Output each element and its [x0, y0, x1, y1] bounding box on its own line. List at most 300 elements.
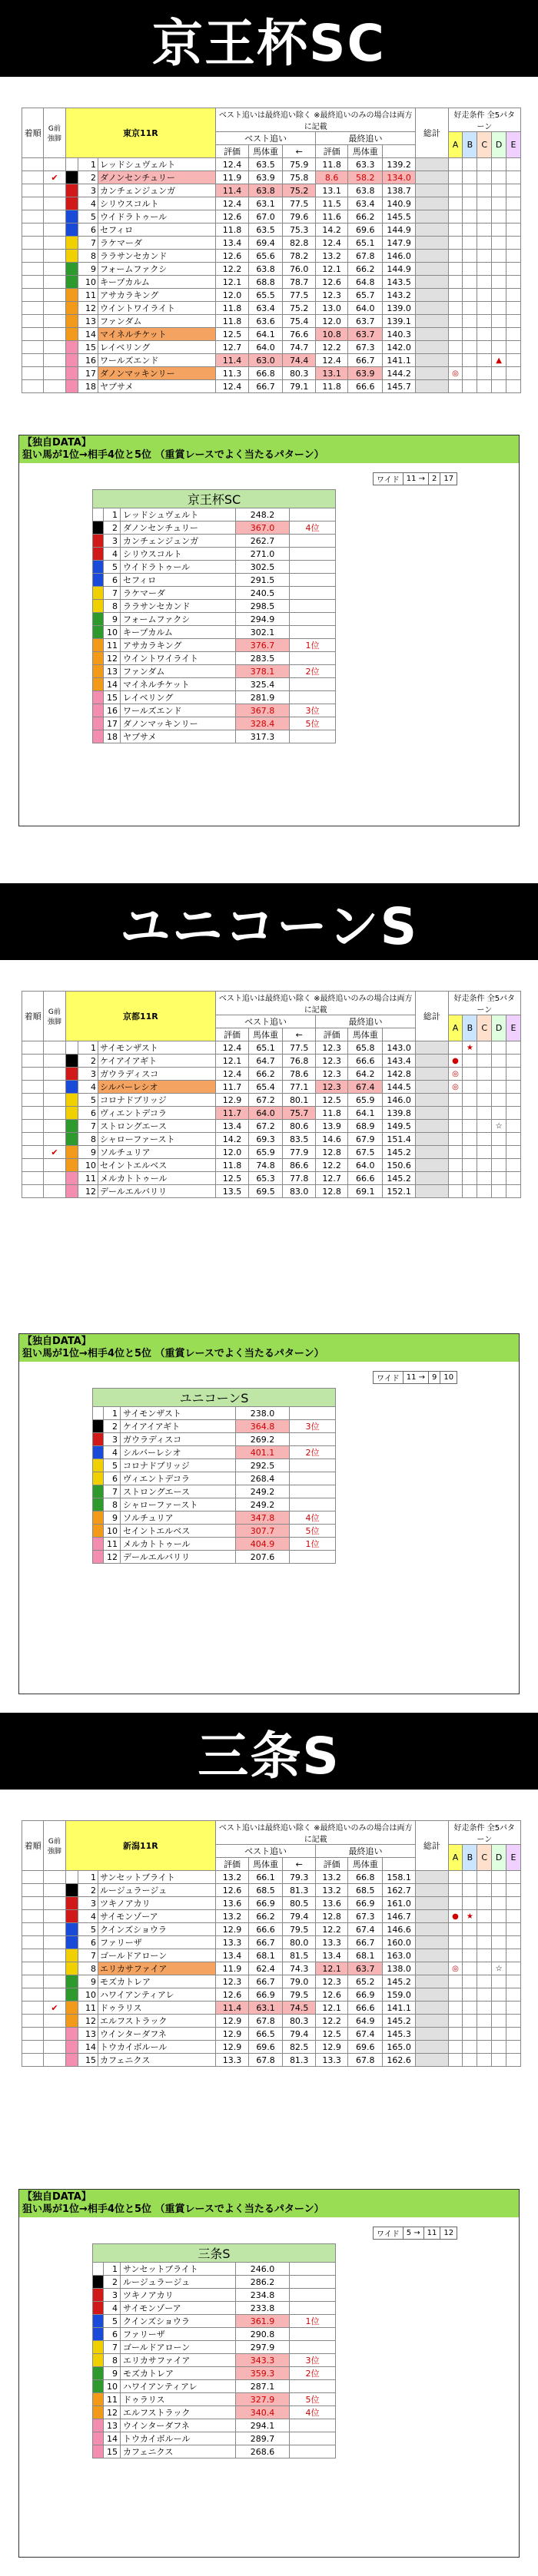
pattern-mark	[463, 263, 477, 276]
frame-color	[65, 276, 78, 289]
frame-color	[65, 1094, 78, 1107]
g-mae-cell	[44, 289, 65, 302]
horse-name: レッドシュヴェルト	[98, 158, 215, 171]
horse-name: ファンダム	[98, 315, 215, 328]
pattern-mark	[506, 1068, 521, 1081]
best-value: 13.3	[216, 2054, 248, 2067]
pattern-mark	[463, 289, 477, 302]
final-value: 67.5	[348, 1146, 383, 1159]
best-value: 81.3	[283, 1884, 315, 1897]
horse-name: サイモンゾーア	[121, 2302, 236, 2315]
horse-number: 12	[78, 1185, 98, 1198]
best-value: 13.4	[216, 1120, 248, 1133]
pattern-E: E	[506, 1845, 521, 1871]
pattern-mark	[492, 1871, 506, 1884]
ranking-row	[93, 678, 336, 691]
horse-name: ドゥラリス	[98, 2002, 215, 2015]
final-value: 13.3	[315, 2054, 347, 2067]
score-value: 289.7	[236, 2432, 290, 2445]
g-mae-cell	[44, 354, 65, 367]
g-mae-cell: ✔	[44, 2002, 65, 2015]
score-value: 281.9	[236, 691, 290, 704]
frame-color	[93, 1498, 104, 1511]
best-value: 79.3	[283, 1871, 315, 1884]
header-sub: 評価	[315, 1858, 347, 1871]
best-value: 69.3	[248, 1133, 283, 1146]
final-value: 158.1	[383, 1871, 416, 1884]
score-value: 307.7	[236, 1525, 290, 1538]
final-value: 69.1	[348, 1185, 383, 1198]
pattern-mark	[492, 158, 506, 171]
g-mae-cell	[44, 380, 65, 393]
final-value: 151.4	[383, 1133, 416, 1146]
frame-color	[65, 1923, 78, 1936]
header-sub: 馬体重	[248, 145, 283, 158]
final-value: 12.3	[315, 1041, 347, 1055]
pattern-mark	[506, 171, 521, 184]
frame-color	[65, 237, 78, 250]
horse-number: 14	[78, 2041, 98, 2054]
total-value	[416, 1871, 448, 1884]
g-mae-cell	[44, 1041, 65, 1055]
final-value: 144.9	[383, 223, 416, 237]
pattern-mark	[506, 1897, 521, 1910]
pattern-mark	[506, 380, 521, 393]
horse-name: セフィロ	[98, 223, 215, 237]
final-value: 144.9	[383, 263, 416, 276]
final-value: 67.3	[348, 341, 383, 354]
header-sub: 馬体重	[248, 1858, 283, 1871]
final-value: 13.9	[315, 1120, 347, 1133]
total-value	[416, 1094, 448, 1107]
pattern-mark	[477, 1962, 492, 1975]
horse-name: ヤブサメ	[121, 730, 236, 743]
frame-color	[65, 1120, 78, 1133]
horse-number: 3	[78, 1897, 98, 1910]
header-koso: 好走条件 全5パターン	[448, 108, 520, 132]
pattern-mark	[506, 302, 521, 315]
final-value: 143.4	[383, 1055, 416, 1068]
final-value: 67.4	[348, 2028, 383, 2041]
finish-cell	[22, 1041, 44, 1055]
best-value: 12.3	[216, 1975, 248, 1988]
best-value: 80.0	[283, 1936, 315, 1949]
horse-name: トウカイボルール	[98, 2041, 215, 2054]
pattern-mark	[463, 1107, 477, 1120]
total-value	[416, 1910, 448, 1923]
wide-value: 17	[440, 473, 457, 485]
best-value: 79.6	[283, 210, 315, 223]
final-value: 12.8	[315, 1910, 347, 1923]
header-sub: 馬体重	[248, 1028, 283, 1041]
final-value: 139.2	[383, 158, 416, 171]
rank-label	[290, 2432, 336, 2445]
horse-name: アサカラキング	[121, 639, 236, 652]
pattern-mark	[506, 1094, 521, 1107]
header-saishu: 最終追い	[315, 1845, 415, 1858]
frame-color	[93, 548, 104, 561]
horse-number: 18	[104, 730, 121, 743]
horse-number: 4	[104, 1446, 121, 1459]
horse-name: マイネルチケット	[98, 328, 215, 341]
pattern-mark	[477, 367, 492, 380]
best-value: 11.9	[216, 171, 248, 184]
pattern-mark	[492, 1159, 506, 1172]
finish-cell	[22, 2028, 44, 2041]
best-value: 77.8	[283, 1172, 315, 1185]
pattern-mark	[492, 302, 506, 315]
ranking-row	[93, 561, 336, 574]
best-value: 75.8	[283, 171, 315, 184]
best-value: 11.4	[216, 2002, 248, 2015]
frame-color	[65, 184, 78, 197]
best-value: 11.4	[216, 184, 248, 197]
pattern-mark	[463, 1884, 477, 1897]
frame-color	[65, 315, 78, 328]
table-row	[22, 302, 521, 315]
horse-number: 12	[104, 1551, 121, 1564]
horse-name: キープカルム	[121, 626, 236, 639]
frame-color	[65, 263, 78, 276]
pattern-mark	[506, 1055, 521, 1068]
frame-color	[65, 2041, 78, 2054]
pattern-mark	[463, 302, 477, 315]
frame-color	[93, 717, 104, 730]
best-value: 76.0	[283, 263, 315, 276]
pattern-mark	[477, 1897, 492, 1910]
rank-label: 3位	[290, 2354, 336, 2367]
best-value: 81.5	[283, 1949, 315, 1962]
g-mae-cell	[44, 367, 65, 380]
header-sub: 馬体重	[348, 145, 383, 158]
wide-value: 11 →	[403, 1372, 428, 1384]
g-mae-cell	[44, 2028, 65, 2041]
best-value: 63.8	[248, 184, 283, 197]
pattern-mark	[463, 1120, 477, 1133]
pattern-mark	[506, 2054, 521, 2067]
horse-number: 17	[78, 367, 98, 380]
pattern-mark	[448, 1884, 463, 1897]
best-value: 11.4	[216, 354, 248, 367]
pattern-mark	[463, 367, 477, 380]
pattern-mark	[448, 1936, 463, 1949]
rank-label	[290, 2380, 336, 2393]
horse-name: ストロングエース	[98, 1120, 215, 1133]
pattern-mark	[477, 2015, 492, 2028]
pattern-mark	[506, 341, 521, 354]
pattern-mark	[506, 1172, 521, 1185]
horse-number: 2	[104, 1420, 121, 1433]
table-row	[22, 1949, 521, 1962]
final-value: 12.6	[315, 1988, 347, 2002]
best-value: 66.9	[248, 1897, 283, 1910]
best-value: 12.2	[216, 263, 248, 276]
g-mae-cell	[44, 1107, 65, 1120]
final-value: 64.1	[348, 1107, 383, 1120]
final-value: 161.0	[383, 1897, 416, 1910]
best-value: 66.7	[248, 1975, 283, 1988]
pattern-mark	[477, 1146, 492, 1159]
pattern-mark	[477, 158, 492, 171]
final-value: 65.9	[348, 1094, 383, 1107]
pattern-mark	[463, 1988, 477, 2002]
frame-color	[93, 561, 104, 574]
pattern-mark	[492, 197, 506, 210]
finish-cell	[22, 2015, 44, 2028]
header-course: 新潟11R	[65, 1821, 216, 1871]
horse-number: 8	[104, 2354, 121, 2367]
pattern-mark	[463, 2041, 477, 2054]
final-value: 13.3	[315, 1936, 347, 1949]
g-mae-cell	[44, 276, 65, 289]
pattern-mark	[506, 1185, 521, 1198]
horse-number: 10	[104, 1525, 121, 1538]
table-row	[22, 237, 521, 250]
pattern-mark	[492, 1884, 506, 1897]
total-value	[416, 1159, 448, 1172]
best-value: 80.6	[283, 1120, 315, 1133]
g-mae-cell	[44, 2054, 65, 2067]
header-best: ベスト追い	[216, 1845, 316, 1858]
horse-name: トウカイボルール	[121, 2432, 236, 2445]
finish-cell	[22, 1910, 44, 1923]
horse-number: 6	[78, 223, 98, 237]
table-row	[22, 1146, 521, 1159]
g-mae-cell	[44, 1185, 65, 1198]
ranking-row	[93, 1459, 336, 1472]
horse-number: 4	[78, 197, 98, 210]
ranking-row	[93, 1420, 336, 1433]
horse-name: エリカサファイア	[98, 1962, 215, 1975]
wide-label: ワイド	[374, 2227, 404, 2240]
header-sub	[383, 1858, 416, 1871]
total-value	[416, 184, 448, 197]
header-sub: ←	[283, 145, 315, 158]
best-value: 12.5	[216, 328, 248, 341]
pattern-mark: ▲	[492, 354, 506, 367]
score-value: 248.2	[236, 508, 290, 521]
header-sub: 評価	[216, 1858, 248, 1871]
frame-color	[93, 2341, 104, 2354]
total-value	[416, 1172, 448, 1185]
pattern-mark	[492, 1081, 506, 1094]
ranking-row	[93, 1551, 336, 1564]
wide-label: ワイド	[374, 473, 404, 485]
frame-color	[93, 1446, 104, 1459]
best-value: 13.6	[216, 1897, 248, 1910]
pattern-mark	[492, 1068, 506, 1081]
horse-number: 10	[78, 276, 98, 289]
rank-label	[290, 1433, 336, 1446]
final-value: 12.1	[315, 1962, 347, 1975]
pattern-mark	[448, 1923, 463, 1936]
ranking-row	[93, 2354, 336, 2367]
horse-number: 3	[78, 184, 98, 197]
header-sotoku: 総計	[416, 108, 448, 158]
ranking-row	[93, 1498, 336, 1511]
pattern-mark	[448, 1107, 463, 1120]
total-value	[416, 1897, 448, 1910]
pattern-mark	[477, 328, 492, 341]
score-value: 367.8	[236, 704, 290, 717]
pattern-mark	[448, 2041, 463, 2054]
horse-number: 1	[78, 158, 98, 171]
g-mae-cell	[44, 1068, 65, 1081]
total-value	[416, 276, 448, 289]
horse-number: 15	[104, 691, 121, 704]
wide-label: ワイド	[374, 1372, 404, 1384]
data-header-sub: 狙い馬が1位→相手4位と5位 （重賞レースでよく当たるパターン）	[22, 2204, 324, 2215]
header-sub	[383, 145, 416, 158]
horse-name: カフェニクス	[121, 2445, 236, 2458]
total-value	[416, 197, 448, 210]
horse-name: ウインターダフネ	[121, 2419, 236, 2432]
best-value: 75.9	[283, 158, 315, 171]
race-table	[22, 108, 521, 393]
pattern-mark	[463, 1159, 477, 1172]
ranking-row	[93, 535, 336, 548]
score-value: 325.4	[236, 678, 290, 691]
pattern-mark: ☆	[492, 1962, 506, 1975]
pattern-E: E	[506, 1015, 521, 1041]
horse-number: 3	[104, 2289, 121, 2302]
pattern-mark	[477, 1068, 492, 1081]
g-mae-cell	[44, 1172, 65, 1185]
best-value: 65.6	[248, 250, 283, 263]
table-row	[22, 289, 521, 302]
final-value: 12.6	[315, 276, 347, 289]
table-row	[22, 223, 521, 237]
finish-cell	[22, 263, 44, 276]
best-value: 66.1	[248, 1871, 283, 1884]
ranking-row	[93, 2315, 336, 2328]
pattern-mark	[463, 315, 477, 328]
best-value: 68.1	[248, 1949, 283, 1962]
final-value: 149.5	[383, 1120, 416, 1133]
final-value: 162.6	[383, 2054, 416, 2067]
final-value: 145.2	[383, 1172, 416, 1185]
pattern-mark	[463, 1949, 477, 1962]
pattern-mark	[463, 1055, 477, 1068]
horse-name: モズカトレア	[98, 1975, 215, 1988]
pattern-mark	[506, 1988, 521, 2002]
frame-color	[65, 1949, 78, 1962]
final-value: 134.0	[383, 171, 416, 184]
horse-number: 11	[104, 1538, 121, 1551]
finish-cell	[22, 2041, 44, 2054]
pattern-mark	[492, 315, 506, 328]
best-value: 12.0	[216, 1146, 248, 1159]
final-value: 12.7	[315, 1172, 347, 1185]
rank-label	[290, 1407, 336, 1420]
rank-label: 1位	[290, 1538, 336, 1551]
frame-color	[65, 1133, 78, 1146]
score-value: 238.0	[236, 1407, 290, 1420]
table-row	[22, 1185, 521, 1198]
g-mae-cell	[44, 1094, 65, 1107]
final-value: 12.9	[315, 2041, 347, 2054]
finish-cell	[22, 1055, 44, 1068]
horse-number: 5	[78, 210, 98, 223]
horse-name: シリウスコルト	[121, 548, 236, 561]
pattern-mark	[477, 210, 492, 223]
best-value: 13.4	[216, 237, 248, 250]
horse-number: 12	[78, 2015, 98, 2028]
best-value: 67.0	[248, 210, 283, 223]
pattern-mark	[448, 1185, 463, 1198]
best-value: 82.5	[283, 2041, 315, 2054]
total-value	[416, 354, 448, 367]
pattern-mark	[492, 1107, 506, 1120]
table-row	[22, 1159, 521, 1172]
finish-cell	[22, 197, 44, 210]
horse-name: ラケマーダ	[98, 237, 215, 250]
best-value: 12.4	[216, 380, 248, 393]
final-value: 12.2	[315, 2015, 347, 2028]
data-box	[18, 435, 520, 826]
best-value: 76.6	[283, 328, 315, 341]
horse-name: クインズショウラ	[98, 1923, 215, 1936]
rank-label	[290, 1551, 336, 1564]
pattern-mark	[448, 380, 463, 393]
horse-name: レッドシュヴェルト	[121, 508, 236, 521]
pattern-mark	[463, 1094, 477, 1107]
total-value	[416, 328, 448, 341]
final-value: 13.4	[315, 1949, 347, 1962]
frame-color	[65, 250, 78, 263]
frame-color	[65, 380, 78, 393]
pattern-mark	[492, 223, 506, 237]
best-value: 66.6	[248, 1923, 283, 1936]
best-value: 12.1	[216, 276, 248, 289]
best-value: 11.8	[216, 302, 248, 315]
horse-number: 6	[78, 1107, 98, 1120]
header-sub: ←	[283, 1028, 315, 1041]
table-row	[22, 1133, 521, 1146]
rank-label	[290, 626, 336, 639]
pattern-mark	[463, 1871, 477, 1884]
pattern-mark	[506, 263, 521, 276]
g-mae-cell	[44, 2041, 65, 2054]
finish-cell	[22, 1949, 44, 1962]
total-value	[416, 1884, 448, 1897]
ranking-row	[93, 2380, 336, 2393]
pattern-mark	[506, 1884, 521, 1897]
final-value: 66.6	[348, 380, 383, 393]
horse-name: レイベリング	[98, 341, 215, 354]
pattern-mark	[448, 210, 463, 223]
pattern-A: A	[448, 1015, 463, 1041]
pattern-mark	[463, 1936, 477, 1949]
total-value	[416, 1936, 448, 1949]
pattern-mark	[506, 223, 521, 237]
score-value: 327.9	[236, 2393, 290, 2406]
pattern-mark	[492, 2041, 506, 2054]
horse-name: ワールズエンド	[98, 354, 215, 367]
pattern-mark	[492, 263, 506, 276]
horse-name: ファリーザ	[98, 1936, 215, 1949]
pattern-mark	[492, 289, 506, 302]
wide-value: 2	[429, 473, 440, 485]
horse-name: ウイドラトゥール	[121, 561, 236, 574]
ranking-row	[93, 2302, 336, 2315]
g-mae-cell	[44, 1133, 65, 1146]
header-best-note: ベスト追いは最終追い除く ※最終追いのみの場合は両方に記載	[216, 108, 416, 132]
frame-color	[93, 1472, 104, 1485]
finish-cell	[22, 380, 44, 393]
frame-color	[93, 1485, 104, 1498]
best-value: 12.5	[216, 1172, 248, 1185]
